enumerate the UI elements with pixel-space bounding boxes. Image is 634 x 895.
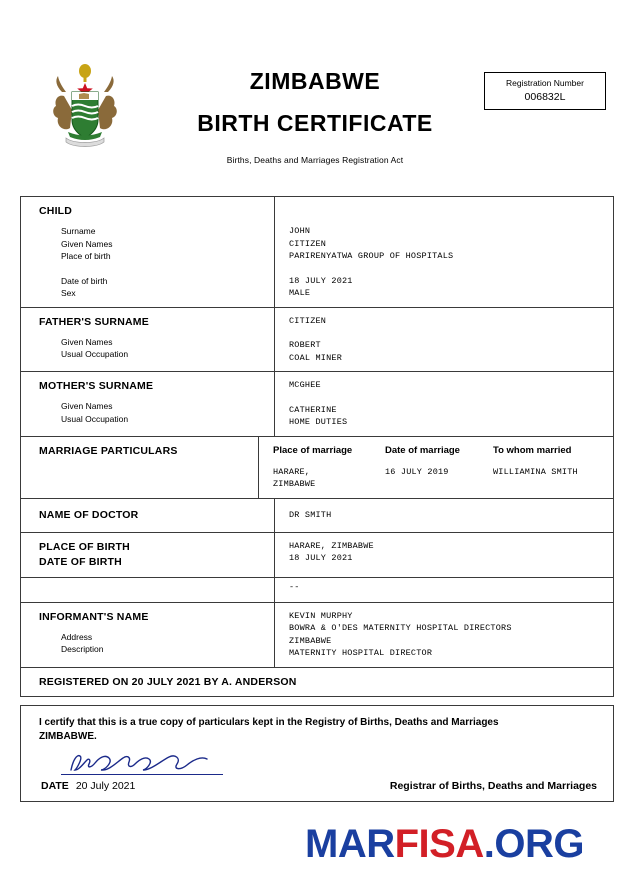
certify-line-1: I certify that this is a true copy of particulars kept in the Registry of Births, Deaths and Marriages (39, 717, 499, 728)
informant-description-label: Description (61, 644, 104, 654)
table-row-filler (21, 578, 613, 603)
certification-box (20, 705, 614, 802)
doctor-section-title: NAME OF DOCTOR (39, 508, 139, 521)
child-surname-label: Surname (61, 226, 96, 236)
mother-section-title: MOTHER'S SURNAME (39, 380, 154, 392)
father-labels-cell (21, 308, 275, 372)
child-sex-value: MALE (289, 288, 311, 298)
informant-name-value: KEVIN MURPHY (289, 610, 353, 621)
date-of-birth-value: 18 JULY 2021 (289, 553, 353, 563)
doctor-label-cell (21, 499, 275, 532)
marfisa-watermark (305, 822, 584, 867)
page-title-country: ZIMBABWE (249, 68, 381, 94)
father-values-cell (275, 308, 613, 372)
child-given-names-label: Given Names (61, 238, 113, 249)
table-row-place-date-birth (21, 533, 613, 578)
table-row-child (21, 197, 613, 308)
table-row-father (21, 308, 613, 373)
filler-value-cell (275, 578, 613, 602)
place-date-birth-value-cell (275, 533, 613, 577)
table-row-doctor (21, 499, 613, 533)
filler-dashes: -- (289, 581, 300, 592)
registered-statement: REGISTERED ON 20 JULY 2021 BY A. ANDERSON (39, 675, 297, 688)
mother-labels-cell (21, 372, 275, 436)
marriage-date-header: Date of marriage (385, 444, 460, 456)
zimbabwe-coat-of-arms-icon (42, 62, 128, 154)
child-section-title: CHILD (39, 205, 73, 217)
informant-address-line1: BOWRA & O'DES MATERNITY HOSPITAL DIRECTORS (289, 623, 512, 633)
informant-description-value: MATERNITY HOSPITAL DIRECTOR (289, 648, 433, 658)
certify-line-2: ZIMBABWE. (39, 731, 97, 742)
table-row-registered (21, 668, 613, 696)
registration-number-label: Registration Number (506, 78, 584, 88)
page-title-document: BIRTH CERTIFICATE (197, 110, 433, 136)
place-date-birth-label-cell (21, 533, 275, 577)
date-of-birth-title: DATE OF BIRTH (39, 555, 122, 568)
marriage-to-whom-header: To whom married (493, 444, 572, 456)
marriage-place-value (273, 466, 385, 491)
marriage-label-cell (21, 437, 259, 498)
registration-number-box (484, 72, 606, 110)
certify-date-value: 20 July 2021 (75, 780, 136, 792)
table-row-mother (21, 372, 613, 437)
watermark-part-1: MAR (305, 822, 395, 866)
certify-date-label: DATE (41, 780, 69, 792)
mother-usual-occupation-value: HOME DUTIES (289, 417, 348, 427)
mother-given-names-value: CATHERINE (289, 404, 337, 415)
marriage-date-value: 16 JULY 2019 (385, 466, 449, 477)
informant-section-title: INFORMANT'S NAME (39, 610, 149, 623)
watermark-part-2: FISA (394, 822, 484, 866)
informant-labels-cell (21, 603, 275, 667)
registration-number-value: 006832L (524, 91, 566, 103)
act-subtitle: Births, Deaths and Marriages Registration Act (226, 155, 404, 165)
informant-address-line2: ZIMBABWE (289, 635, 332, 646)
father-usual-occupation-label: Usual Occupation (61, 349, 129, 359)
filler-label-cell (21, 578, 275, 602)
document-header (0, 52, 634, 167)
marriage-place-header: Place of marriage (273, 444, 353, 456)
mother-given-names-label: Given Names (61, 401, 113, 411)
father-given-names-label: Given Names (61, 336, 113, 347)
child-sex-label: Sex (61, 288, 76, 298)
child-surname-value: JOHN (289, 226, 311, 236)
child-values-cell (275, 197, 613, 307)
informant-address-label: Address (61, 631, 93, 642)
table-row-informant (21, 603, 613, 668)
father-surname-value: CITIZEN (289, 315, 327, 326)
informant-values-cell (275, 603, 613, 667)
doctor-name-value: DR SMITH (289, 509, 332, 520)
father-usual-occupation-value: COAL MINER (289, 352, 343, 363)
child-labels-cell (21, 197, 275, 307)
place-of-birth-title: PLACE OF BIRTH (39, 540, 130, 553)
marriage-header-row (273, 444, 613, 458)
child-date-of-birth-label: Date of birth (61, 275, 108, 286)
mother-values-cell (275, 372, 613, 436)
signature-rule (61, 774, 223, 775)
certificate-details-table (20, 196, 614, 697)
marriage-place-line1: HARARE, (273, 466, 311, 477)
child-place-of-birth-label: Place of birth (61, 251, 111, 261)
handwritten-signature-icon (65, 750, 230, 776)
registrar-title: Registrar of Births, Deaths and Marriages (389, 780, 597, 792)
father-given-names-value: ROBERT (289, 340, 321, 350)
certify-date (41, 780, 135, 792)
table-row-marriage (21, 437, 613, 499)
doctor-value-cell (275, 499, 613, 532)
marriage-place-line2: ZIMBABWE (273, 479, 316, 489)
child-date-of-birth-value: 18 JULY 2021 (289, 275, 353, 286)
father-section-title: FATHER'S SURNAME (39, 315, 149, 328)
mother-usual-occupation-label: Usual Occupation (61, 413, 129, 424)
mother-surname-value: MCGHEE (289, 380, 321, 390)
marriage-section-title: MARRIAGE PARTICULARS (39, 444, 178, 457)
marriage-values-cell (259, 437, 613, 498)
child-given-names-value: CITIZEN (289, 238, 327, 249)
child-place-of-birth-value: PARIRENYATWA GROUP OF HOSPITALS (289, 251, 454, 261)
marriage-to-whom-value: WILLIAMINA SMITH (493, 466, 578, 477)
marriage-value-row (273, 466, 613, 491)
place-of-birth-value: HARARE, ZIMBABWE (289, 540, 374, 551)
title-block (150, 66, 480, 165)
watermark-part-3: .ORG (483, 822, 584, 866)
